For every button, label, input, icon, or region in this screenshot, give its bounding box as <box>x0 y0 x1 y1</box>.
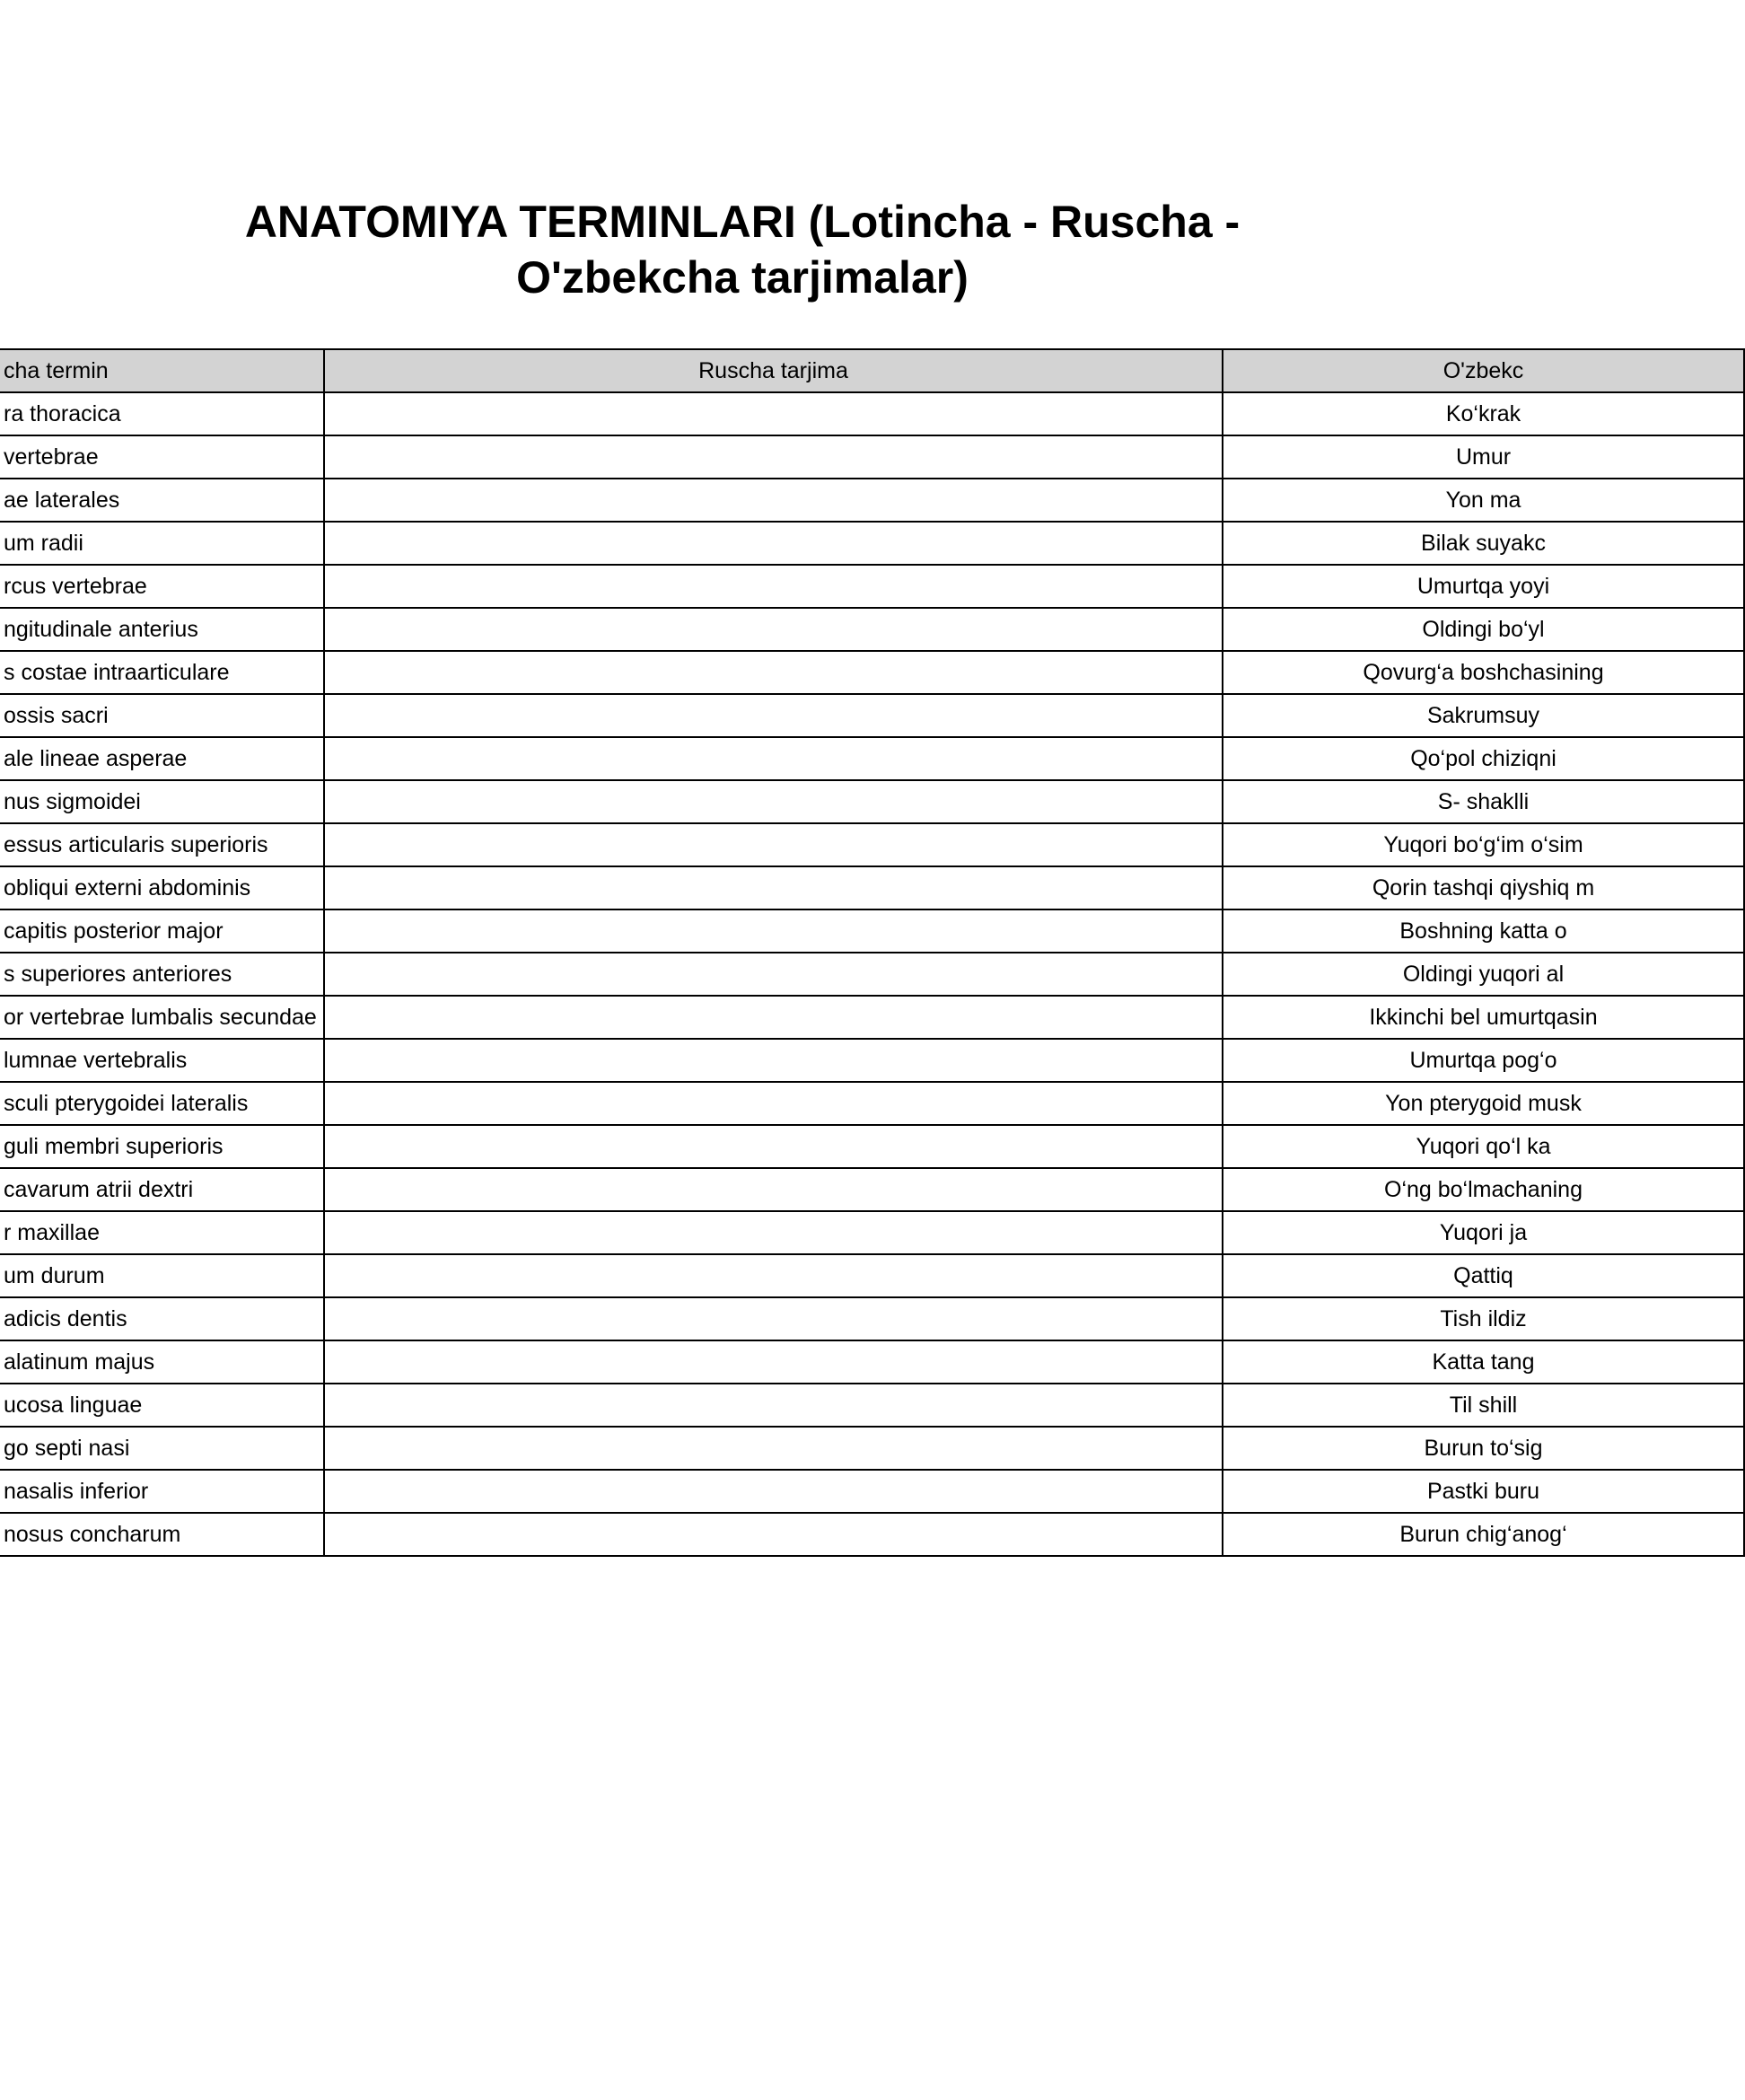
latin-cell: nus sigmoidei <box>0 780 324 823</box>
uzbek-cell: Boshning katta o <box>1223 909 1744 953</box>
ruscha-cell <box>324 1211 1223 1254</box>
table-row <box>0 565 1744 608</box>
uzbek-cell: Bilak suyakc <box>1223 522 1744 565</box>
table-row <box>0 909 1744 953</box>
ruscha-cell <box>324 737 1223 780</box>
latin-cell: or vertebrae lumbalis secundae <box>0 996 324 1039</box>
table-row <box>0 737 1744 780</box>
latin-cell: alatinum majus <box>0 1340 324 1384</box>
uzbek-cell: Yuqori bo‘g‘im o‘sim <box>1223 823 1744 866</box>
uzbek-cell: S- shaklli <box>1223 780 1744 823</box>
ruscha-cell <box>324 909 1223 953</box>
latin-cell: s superiores anteriores <box>0 953 324 996</box>
table-row <box>0 1082 1744 1125</box>
latin-cell: s costae intraarticulare <box>0 651 324 694</box>
ruscha-cell <box>324 608 1223 651</box>
uzbek-cell: Burun to‘sig <box>1223 1427 1744 1470</box>
table-row <box>0 866 1744 909</box>
latin-cell: um radii <box>0 522 324 565</box>
ruscha-cell <box>324 565 1223 608</box>
latin-cell: rcus vertebrae <box>0 565 324 608</box>
ruscha-cell <box>324 996 1223 1039</box>
table-row <box>0 1211 1744 1254</box>
uzbek-cell: Yuqori qo‘l ka <box>1223 1125 1744 1168</box>
ruscha-cell <box>324 1168 1223 1211</box>
ruscha-cell <box>324 1470 1223 1513</box>
latin-cell: guli membri superioris <box>0 1125 324 1168</box>
ruscha-cell <box>324 1039 1223 1082</box>
table-row <box>0 1125 1744 1168</box>
uzbek-cell: Ikkinchi bel umurtqasin <box>1223 996 1744 1039</box>
latin-cell: adicis dentis <box>0 1297 324 1340</box>
latin-cell: ae laterales <box>0 479 324 522</box>
uzbek-cell: Til shill <box>1223 1384 1744 1427</box>
latin-cell: um durum <box>0 1254 324 1297</box>
header-uzbek: O'zbekc <box>1223 349 1744 392</box>
ruscha-cell <box>324 522 1223 565</box>
ruscha-cell <box>324 1384 1223 1427</box>
uzbek-cell: Pastki buru <box>1223 1470 1744 1513</box>
latin-cell: ra thoracica <box>0 392 324 435</box>
latin-cell: go septi nasi <box>0 1427 324 1470</box>
table-row <box>0 996 1744 1039</box>
table-row <box>0 780 1744 823</box>
table-row <box>0 694 1744 737</box>
table-row <box>0 522 1744 565</box>
ruscha-cell <box>324 651 1223 694</box>
latin-cell: ossis sacri <box>0 694 324 737</box>
ruscha-cell <box>324 1254 1223 1297</box>
table-row <box>0 651 1744 694</box>
ruscha-cell <box>324 953 1223 996</box>
table-row <box>0 1168 1744 1211</box>
ruscha-cell <box>324 694 1223 737</box>
uzbek-cell: Ko‘krak <box>1223 392 1744 435</box>
uzbek-cell: Qattiq <box>1223 1254 1744 1297</box>
uzbek-cell: Tish ildiz <box>1223 1297 1744 1340</box>
uzbek-cell: Qorin tashqi qiyshiq m <box>1223 866 1744 909</box>
ruscha-cell <box>324 1513 1223 1556</box>
terms-table <box>0 348 1745 1557</box>
uzbek-cell: Umurtqa yoyi <box>1223 565 1744 608</box>
table-body <box>0 392 1744 1556</box>
latin-cell: ucosa linguae <box>0 1384 324 1427</box>
latin-cell: lumnae vertebralis <box>0 1039 324 1082</box>
terms-table-container <box>0 348 1604 1610</box>
uzbek-cell: Oldingi yuqori al <box>1223 953 1744 996</box>
page-title <box>0 194 1485 305</box>
latin-cell: vertebrae <box>0 435 324 479</box>
ruscha-cell <box>324 1340 1223 1384</box>
ruscha-cell <box>324 1125 1223 1168</box>
header-ruscha: Ruscha tarjima <box>324 349 1223 392</box>
latin-cell: cavarum atrii dextri <box>0 1168 324 1211</box>
ruscha-cell <box>324 1427 1223 1470</box>
table-row <box>0 1427 1744 1470</box>
uzbek-cell: Qo‘pol chiziqni <box>1223 737 1744 780</box>
table-row <box>0 1340 1744 1384</box>
header-latin: cha termin <box>0 349 324 392</box>
latin-cell: nosus concharum <box>0 1513 324 1556</box>
ruscha-cell <box>324 479 1223 522</box>
latin-cell: nasalis inferior <box>0 1470 324 1513</box>
table-row <box>0 1297 1744 1340</box>
table-row <box>0 435 1744 479</box>
latin-cell: ale lineae asperae <box>0 737 324 780</box>
latin-cell: ngitudinale anterius <box>0 608 324 651</box>
uzbek-cell: Yon pterygoid musk <box>1223 1082 1744 1125</box>
table-row <box>0 1384 1744 1427</box>
ruscha-cell <box>324 1082 1223 1125</box>
ruscha-cell <box>324 435 1223 479</box>
table-row <box>0 1039 1744 1082</box>
uzbek-cell: O‘ng bo‘lmachaning <box>1223 1168 1744 1211</box>
ruscha-cell <box>324 392 1223 435</box>
table-row <box>0 479 1744 522</box>
ruscha-cell <box>324 866 1223 909</box>
latin-cell: sculi pterygoidei lateralis <box>0 1082 324 1125</box>
latin-cell: obliqui externi abdominis <box>0 866 324 909</box>
table-row <box>0 953 1744 996</box>
table-row <box>0 1254 1744 1297</box>
uzbek-cell: Katta tang <box>1223 1340 1744 1384</box>
uzbek-cell: Oldingi bo‘yl <box>1223 608 1744 651</box>
uzbek-cell: Yuqori ja <box>1223 1211 1744 1254</box>
table-row <box>0 1470 1744 1513</box>
latin-cell: essus articularis superioris <box>0 823 324 866</box>
uzbek-cell: Qovurg‘a boshchasining <box>1223 651 1744 694</box>
title-line-1: ANATOMIYA TERMINLARI (Lotincha - Ruscha - <box>244 197 1241 247</box>
uzbek-cell: Umurtqa pog‘o <box>1223 1039 1744 1082</box>
table-row <box>0 823 1744 866</box>
uzbek-cell: Sakrumsuy <box>1223 694 1744 737</box>
uzbek-cell: Yon ma <box>1223 479 1744 522</box>
uzbek-cell: Umur <box>1223 435 1744 479</box>
latin-cell: capitis posterior major <box>0 909 324 953</box>
table-header-row <box>0 349 1744 392</box>
table-row <box>0 608 1744 651</box>
ruscha-cell <box>324 780 1223 823</box>
ruscha-cell <box>324 1297 1223 1340</box>
table-row <box>0 392 1744 435</box>
latin-cell: r maxillae <box>0 1211 324 1254</box>
uzbek-cell: Burun chig‘anog‘ <box>1223 1513 1744 1556</box>
table-row <box>0 1513 1744 1556</box>
ruscha-cell <box>324 823 1223 866</box>
title-line-2: O'zbekcha tarjimalar) <box>516 252 969 303</box>
